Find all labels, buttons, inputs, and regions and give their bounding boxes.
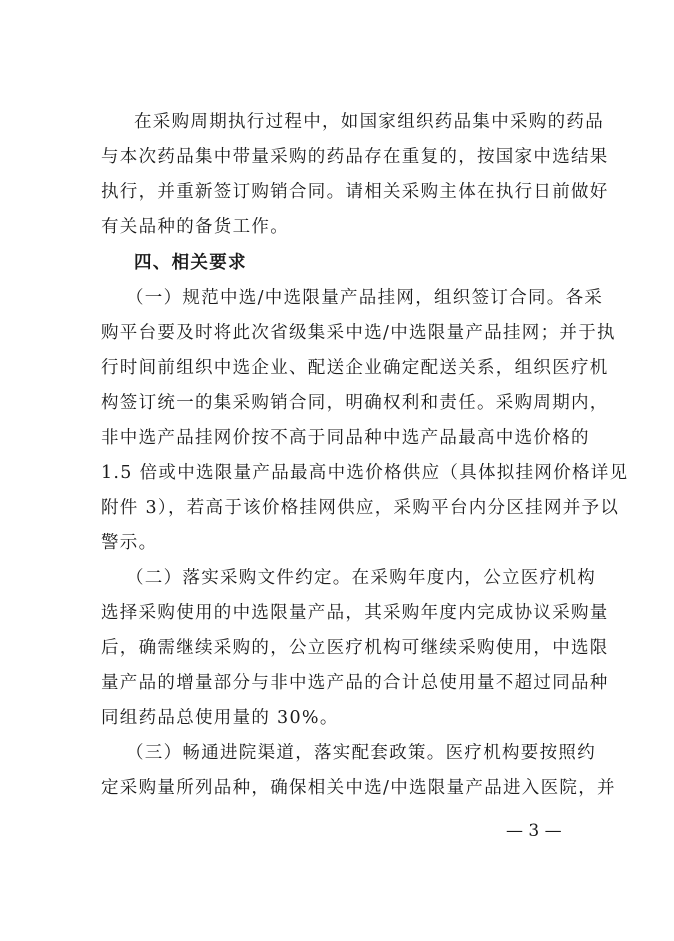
paragraph-line: 与本次药品集中带量采购的药品存在重复的，按国家中选结果	[101, 147, 609, 167]
paragraph-line: 附件 3），若高于该价格挂网供应，采购平台内分区挂网并予以	[101, 498, 620, 518]
paragraph-line: 量产品的增量部分与非中选产品的合计总使用量不超过同品种	[101, 673, 609, 693]
paragraph-line: 执行，并重新签订购销合同。请相关采购主体在执行日前做好	[101, 182, 609, 202]
paragraph-line: 警示。	[101, 533, 158, 553]
paragraph-line: 同组药品总使用量的 30%。	[101, 708, 339, 728]
paragraph-line: 有关品种的备货工作。	[101, 217, 289, 237]
paragraph-line: 构签订统一的集采购销合同，明确权利和责任。采购周期内，	[101, 393, 609, 413]
paragraph-line: 1.5 倍或中选限量产品最高中选价格供应（具体拟挂网价格详见	[101, 463, 629, 483]
paragraph-line: （二）落实采购文件约定。在采购年度内，公立医疗机构	[126, 568, 596, 588]
paragraph-line: 非中选产品挂网价按不高于同品种中选产品最高中选价格的	[101, 428, 590, 448]
paragraph-line: 定采购量所列品种，确保相关中选/中选限量产品进入医院，并	[101, 778, 616, 798]
paragraph-line: （一）规范中选/中选限量产品挂网，组织签订合同。各采	[126, 288, 604, 308]
page-number: — 3 —	[506, 821, 562, 841]
paragraph-line: （三）畅通进院渠道，落实配套政策。医疗机构要按照约	[126, 743, 596, 763]
section-heading: 四、相关要求	[134, 253, 247, 273]
paragraph-line: 在采购周期执行过程中，如国家组织药品集中采购的药品	[134, 112, 604, 132]
paragraph-line: 行时间前组织中选企业、配送企业确定配送关系，组织医疗机	[101, 358, 609, 378]
paragraph-line: 购平台要及时将此次省级集采中选/中选限量产品挂网；并于执	[101, 323, 616, 343]
paragraph-line: 选择采购使用的中选限量产品，其采购年度内完成协议采购量	[101, 603, 609, 623]
paragraph-line: 后，确需继续采购的，公立医疗机构可继续采购使用，中选限	[101, 638, 609, 658]
